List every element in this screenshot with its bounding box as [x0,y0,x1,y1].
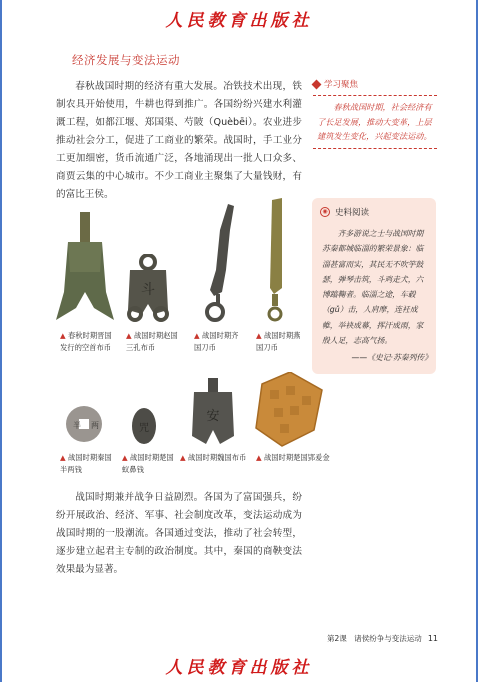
coin-caption-text: 战国时期楚国蚁鼻钱 [122,453,174,474]
coin-caption [180,452,256,464]
source-reading-box [312,198,436,374]
three-hole-spade-coin-image [124,254,172,324]
body-paragraph-2: 战国时期兼并战争日益剧烈。各国为了富国强兵，纷纷开展政治、经济、军事、社会制度改革，变法运动成为战国时期的一股潮流。各国通过变法，推动了社会转型，逐步建立起君主专制的政治制度。其中，秦国的商鞅变法效果最为显著。 [56,492,302,575]
learning-focus-box [313,78,437,149]
divider [313,148,437,149]
triangle-bullet-icon: ▲ [256,453,262,462]
coin-caption [60,330,118,354]
coin-caption-text: 战国时期齐国刀币 [194,331,239,352]
coin-caption-text: 战国时期燕国刀币 [256,331,301,352]
coin-caption [60,452,118,476]
coin-caption [126,330,180,354]
yan-knife-coin-image [260,198,288,324]
spade-coin-image [54,212,116,324]
ban-liang-coin-image [64,404,104,444]
coin-caption-text: 战国时期赵国三孔布币 [126,331,178,352]
svg-text:安: 安 [206,409,220,424]
triangle-bullet-icon: ▲ [126,331,132,340]
section-heading: 经济发展与变法运动 [72,53,180,67]
diamond-icon [312,79,322,89]
coin-caption-text: 春秋时期晋国发行的空首布币 [60,331,112,352]
triangle-bullet-icon: ▲ [180,453,186,462]
coin-caption-text: 战国时期楚国郢爰金 [263,453,330,462]
coin-caption-text: 战国时期魏国布币 [187,453,247,462]
source-reading-text: 齐多游说之士与战国时期苏秦都城临淄的繁荣景象：临淄甚富而实，其民无不吹竽鼓瑟，弹琴击筑，斗鸡走犬，六博蹹鞠者。临淄之途，车毂（gǔ）击，人肩摩，连衽成帷，举袂成幕，挥汗成雨，家殷人足，志高气扬。 [322,229,424,346]
triangle-bullet-icon: ▲ [60,331,66,340]
body-paragraph-1: 春秋战国时期的经济有重大发展。冶铁技术出现，铁制农具开始使用，牛耕也得到推广。各国纷纷兴建水利灌溉工程，如都江堰、郑国渠、芍陂（Quèbēi）。农业进步推动社会分工，促进了工商业的繁荣。战国时，手工业分工更加细密，货币流通广泛，各地涌现出一批人口众多、商贾云集的中心城市。不少工商业主聚集了大量钱财，有的富比王侯。 [56,81,302,200]
source-reading-header [320,206,369,218]
ying-yuan-gold-image [252,372,324,448]
learning-focus-text: 春秋战国时期，社会经济有了长足发展，推动大变革，上层建筑发生变化，兴起变法运动。 [317,102,432,141]
svg-text:咒: 咒 [139,423,149,434]
book-icon: ◉ [320,207,330,217]
triangle-bullet-icon: ▲ [60,453,66,462]
publisher-footer: 人民教育出版社 [165,658,313,678]
qi-knife-coin-image [200,200,236,324]
triangle-bullet-icon: ▲ [194,331,200,340]
learning-focus-header [313,78,437,90]
triangle-bullet-icon: ▲ [122,453,128,462]
coin-caption-text: 战国时期秦国半两钱 [60,453,112,474]
coin-caption [194,330,244,354]
ant-nose-coin-image [130,406,158,446]
page-number: 11 [427,634,438,643]
triangle-bullet-icon: ▲ [256,331,262,340]
footer-lesson-title: 第2课 诸侯纷争与变法运动 [327,634,422,643]
source-reading-title: 史料阅读 [335,208,370,218]
page-footer [0,633,438,644]
learning-focus-title: 学习聚焦 [324,80,359,90]
svg-text:半: 半 [73,421,81,430]
coin-caption [122,452,176,476]
svg-text:两: 两 [91,421,99,430]
svg-text:斗: 斗 [141,282,155,298]
coin-caption [256,330,306,354]
source-citation: ——《史记·苏秦列传》 [351,353,432,362]
publisher-header: 人民教育出版社 [165,11,313,31]
coin-caption [256,452,332,464]
wei-spade-coin-image [188,378,238,446]
